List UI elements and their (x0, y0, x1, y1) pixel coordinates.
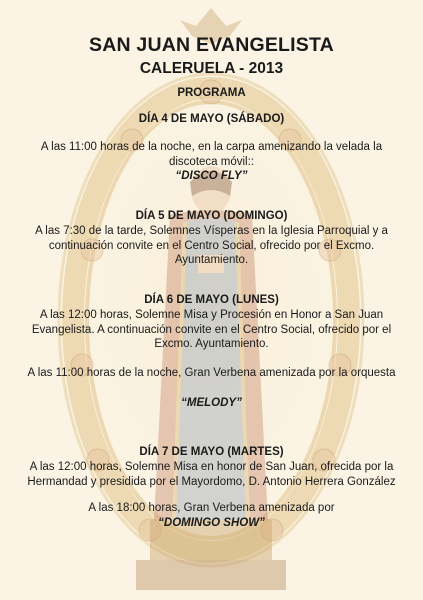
day-highlight: “DOMINGO SHOW” (158, 516, 265, 529)
page-subtitle: CALERUELA - 2013 (139, 60, 284, 77)
day-heading: DÍA 7 DE MAYO (MARTES) (139, 446, 284, 458)
day-text: A las 12:00 horas, Solemne Misa en honor de San Juan, ofrecida por la Hermandad y presidida por el Mayordomo, D. Antonio Herrera González (27, 461, 396, 488)
day-text: A las 7:30 de la tarde, Solemnes Vísperas en la Iglesia Parroquial y a continuación convite en el Centro Social, ofrecido por el Excmo. Ayuntamiento. (35, 225, 388, 266)
day-section-3 (22, 293, 401, 411)
day-text: A las 11:00 horas de la noche, en la carpa amenizando la velada la discoteca móvil:: (40, 141, 383, 168)
page-title: SAN JUAN EVANGELISTA (89, 34, 334, 56)
day-text-2: A las 18:00 horas, Gran Verbena amenizada por (88, 502, 335, 514)
day-section-1 (22, 112, 401, 184)
program-label: PROGRAMA (177, 87, 246, 99)
day-heading: DÍA 6 DE MAYO (LUNES) (144, 294, 279, 306)
day-highlight: “DISCO FLY” (175, 170, 248, 182)
day-text-2: A las 11:00 horas de la noche, Gran Verbena amenizada por la orquesta (27, 366, 396, 379)
day-heading: DÍA 4 DE MAYO (SÁBADO) (138, 113, 285, 125)
day-highlight: “MELODY” (181, 397, 242, 409)
day-section-4 (22, 445, 401, 530)
day-section-2 (22, 209, 401, 268)
day-heading: DÍA 5 DE MAYO (DOMINGO) (135, 210, 288, 222)
day-text: A las 12:00 horas, Solemne Misa y Procesión en Honor a San Juan Evangelista. A continuación convite en el Centro Social, ofrecido por el Excmo. Ayuntamiento. (31, 309, 392, 350)
